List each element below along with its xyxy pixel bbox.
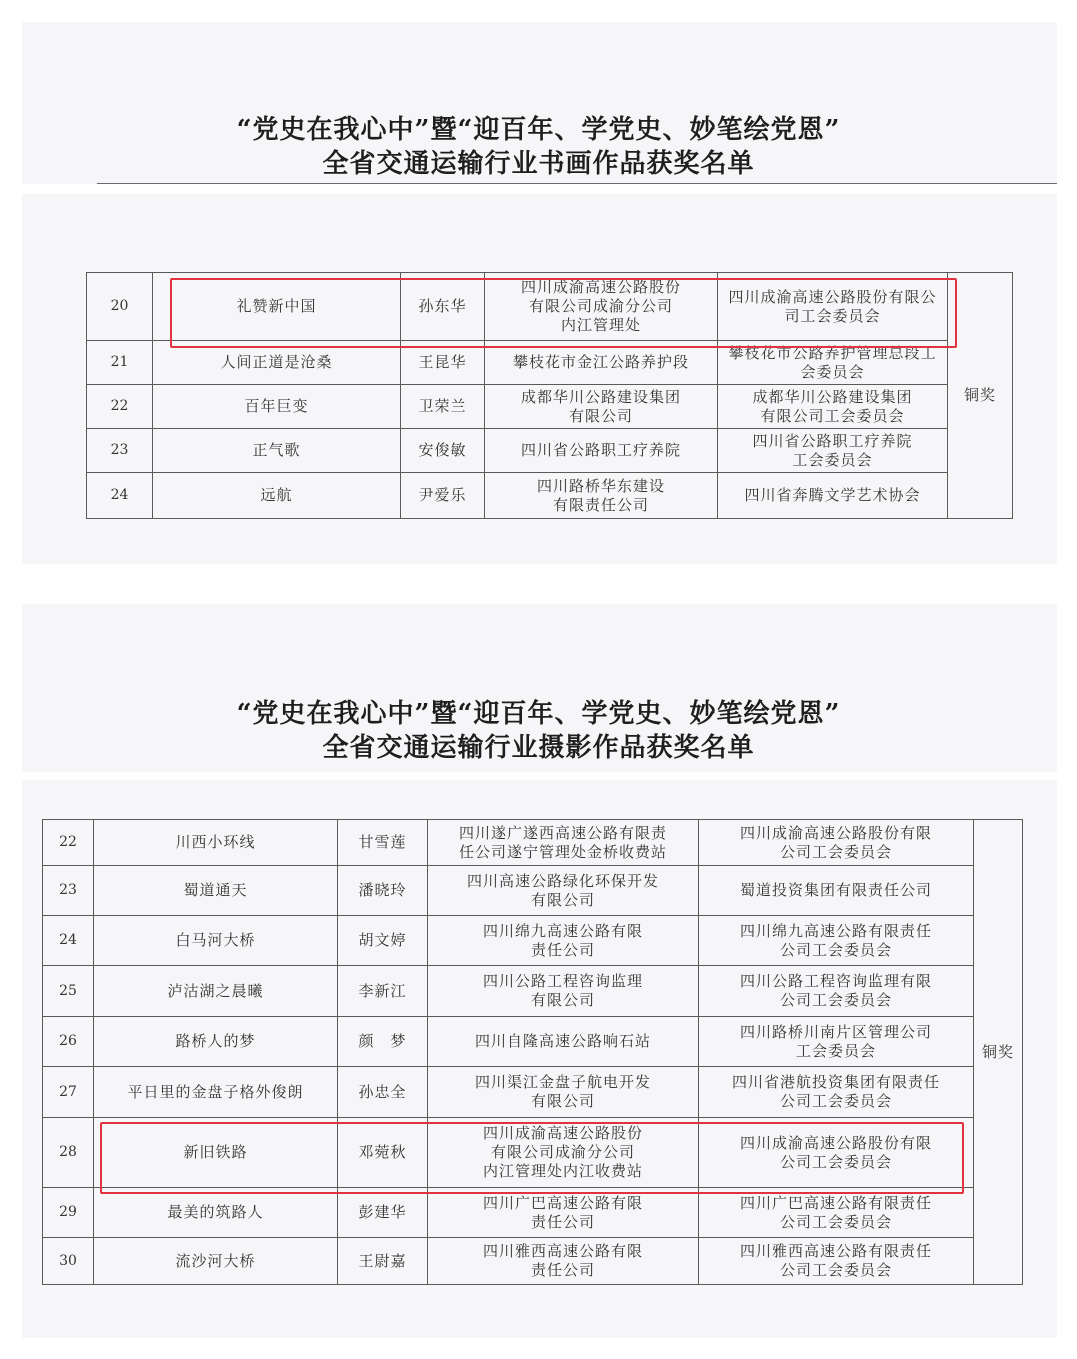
- recommending-unit: 四川路桥川南片区管理公司 工会委员会: [699, 1017, 974, 1067]
- author-unit: 四川成渝高速公路股份 有限公司成渝分公司 内江管理处: [485, 273, 718, 341]
- work-title: 流沙河大桥: [94, 1238, 338, 1285]
- author-unit: 四川成渝高速公路股份 有限公司成渝分公司 内江管理处内江收费站: [428, 1118, 699, 1188]
- table-row: [87, 473, 1013, 519]
- prize-level: 铜奖: [974, 820, 1023, 1285]
- recommending-unit: 四川省奔腾文学艺术协会: [718, 473, 948, 519]
- author-name: 王昆华: [401, 341, 485, 385]
- work-title: 百年巨变: [153, 385, 401, 429]
- author-name: 孙忠全: [338, 1067, 428, 1118]
- table-row: [43, 1017, 1023, 1067]
- work-title: 泸沽湖之晨曦: [94, 966, 338, 1017]
- table-row: [43, 1067, 1023, 1118]
- work-title: 人间正道是沧桑: [153, 341, 401, 385]
- work-title: 川西小环线: [94, 820, 338, 866]
- section2-table: [42, 819, 1023, 1285]
- recommending-unit: 四川雅西高速公路有限责任 公司工会委员会: [699, 1238, 974, 1285]
- row-number: 20: [87, 273, 153, 341]
- table-row: [43, 866, 1023, 916]
- table-row: [43, 820, 1023, 866]
- author-unit: 四川雅西高速公路有限 责任公司: [428, 1238, 699, 1285]
- table-row: [43, 1238, 1023, 1285]
- recommending-unit: 蜀道投资集团有限责任公司: [699, 866, 974, 916]
- row-number: 21: [87, 341, 153, 385]
- row-number: 28: [43, 1118, 94, 1188]
- author-name: 邓菀秋: [338, 1118, 428, 1188]
- table-row: [43, 916, 1023, 966]
- recommending-unit: 四川成渝高速公路股份有限 公司工会委员会: [699, 820, 974, 866]
- author-unit: 四川自隆高速公路响石站: [428, 1017, 699, 1067]
- author-unit: 四川公路工程咨询监理 有限公司: [428, 966, 699, 1017]
- section1-title-line2: 全省交通运输行业书画作品获奖名单: [322, 149, 755, 179]
- author-name: 尹爱乐: [401, 473, 485, 519]
- work-title: 平日里的金盘子格外俊朗: [94, 1067, 338, 1118]
- author-unit: 四川渠江金盘子航电开发 有限公司: [428, 1067, 699, 1118]
- author-name: 甘雪莲: [338, 820, 428, 866]
- row-number: 30: [43, 1238, 94, 1285]
- row-number: 26: [43, 1017, 94, 1067]
- section2-title-line2: 全省交通运输行业摄影作品获奖名单: [322, 733, 755, 763]
- recommending-unit: 成都华川公路建设集团 有限公司工会委员会: [718, 385, 948, 429]
- table-row: [87, 385, 1013, 429]
- author-unit: 成都华川公路建设集团 有限公司: [485, 385, 718, 429]
- author-name: 彭建华: [338, 1188, 428, 1238]
- work-title: 新旧铁路: [94, 1118, 338, 1188]
- row-number: 24: [43, 916, 94, 966]
- work-title: 蜀道通天: [94, 866, 338, 916]
- author-unit: 四川路桥华东建设 有限责任公司: [485, 473, 718, 519]
- table-row: [43, 1188, 1023, 1238]
- work-title: 礼赞新中国: [153, 273, 401, 341]
- section2-title: [0, 697, 1077, 765]
- author-unit: 四川绵九高速公路有限 责任公司: [428, 916, 699, 966]
- row-number: 23: [43, 866, 94, 916]
- section1-title-rule: [97, 183, 1057, 184]
- prize-level: 铜奖: [948, 273, 1013, 519]
- author-name: 王尉嘉: [338, 1238, 428, 1285]
- row-number: 29: [43, 1188, 94, 1238]
- highlight-box-row-28: [100, 1122, 964, 1194]
- recommending-unit: 攀枝花市公路养护管理总段工 会委员会: [718, 341, 948, 385]
- recommending-unit: 四川绵九高速公路有限责任 公司工会委员会: [699, 916, 974, 966]
- section1-title-line1: “党史在我心中”暨“迎百年、学党史、妙笔绘党恩”: [236, 115, 841, 145]
- row-number: 25: [43, 966, 94, 1017]
- recommending-unit: 四川省公路职工疗养院 工会委员会: [718, 429, 948, 473]
- row-number: 23: [87, 429, 153, 473]
- table-row: [87, 429, 1013, 473]
- author-unit: 攀枝花市金江公路养护段: [485, 341, 718, 385]
- recommending-unit: 四川省港航投资集团有限责任 公司工会委员会: [699, 1067, 974, 1118]
- section2-title-line1: “党史在我心中”暨“迎百年、学党史、妙笔绘党恩”: [236, 699, 841, 729]
- author-name: 李新江: [338, 966, 428, 1017]
- highlight-box-row-20: [170, 278, 957, 348]
- work-title: 白马河大桥: [94, 916, 338, 966]
- author-name: 卫荣兰: [401, 385, 485, 429]
- recommending-unit: 四川广巴高速公路有限责任 公司工会委员会: [699, 1188, 974, 1238]
- recommending-unit: 四川公路工程咨询监理有限 公司工会委员会: [699, 966, 974, 1017]
- author-unit: 四川广巴高速公路有限 责任公司: [428, 1188, 699, 1238]
- row-number: 22: [43, 820, 94, 866]
- work-title: 路桥人的梦: [94, 1017, 338, 1067]
- table-row: [43, 966, 1023, 1017]
- work-title: 最美的筑路人: [94, 1188, 338, 1238]
- recommending-unit: 四川成渝高速公路股份有限 公司工会委员会: [699, 1118, 974, 1188]
- author-name: 胡文婷: [338, 916, 428, 966]
- author-name: 潘晓玲: [338, 866, 428, 916]
- author-unit: 四川高速公路绿化环保开发 有限公司: [428, 866, 699, 916]
- author-unit: 四川省公路职工疗养院: [485, 429, 718, 473]
- recommending-unit: 四川成渝高速公路股份有限公 司工会委员会: [718, 273, 948, 341]
- row-number: 22: [87, 385, 153, 429]
- row-number: 24: [87, 473, 153, 519]
- author-name: 安俊敏: [401, 429, 485, 473]
- work-title: 正气歌: [153, 429, 401, 473]
- section1-title: [0, 113, 1077, 181]
- author-name: 孙东华: [401, 273, 485, 341]
- work-title: 远航: [153, 473, 401, 519]
- row-number: 27: [43, 1067, 94, 1118]
- author-unit: 四川遂广遂西高速公路有限责 任公司遂宁管理处金桥收费站: [428, 820, 699, 866]
- author-name: 颜 梦: [338, 1017, 428, 1067]
